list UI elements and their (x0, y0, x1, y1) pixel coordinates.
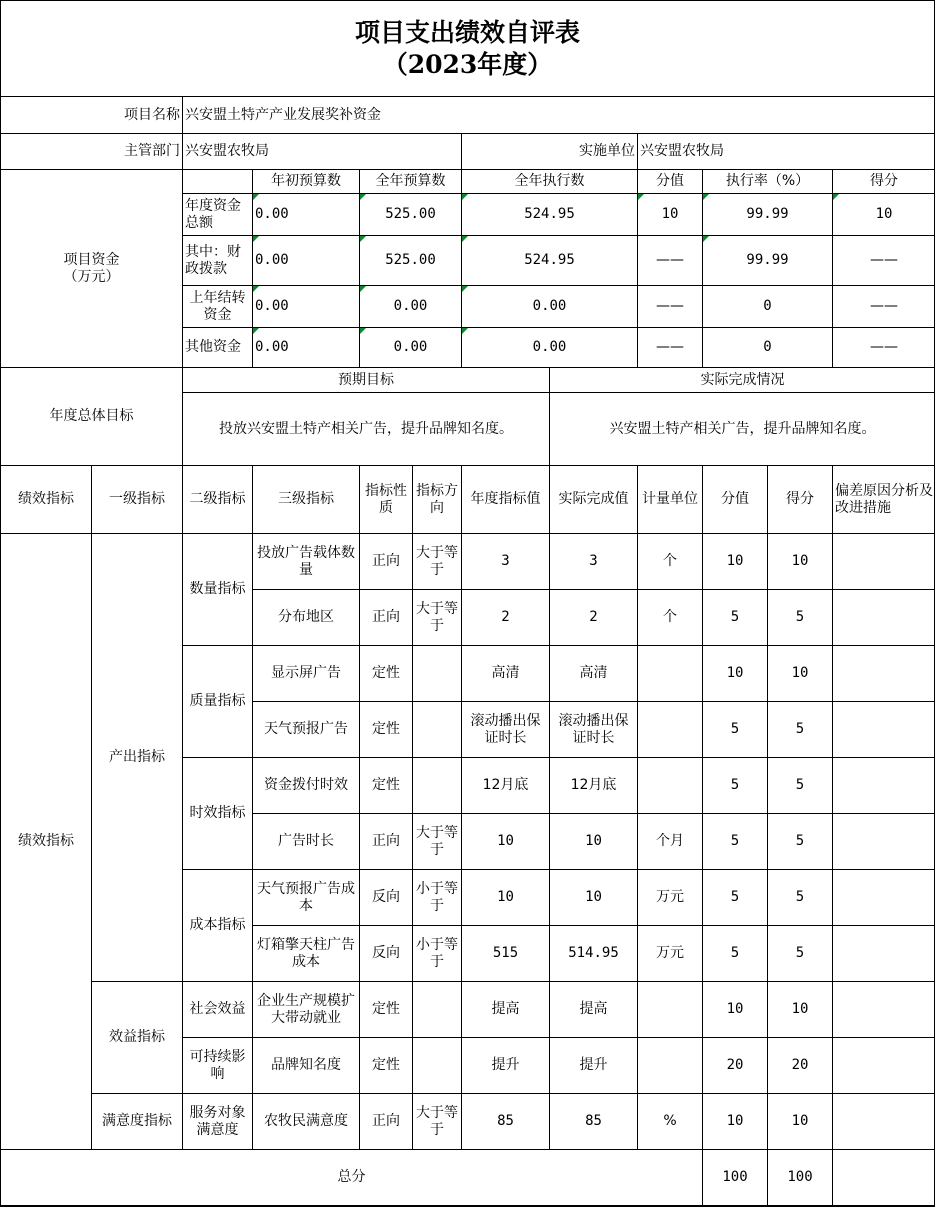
funds-score: —— (833, 236, 935, 286)
ind-name: 品牌知名度 (253, 1038, 360, 1094)
ind-note (833, 926, 935, 982)
funds-score-value: 10 (638, 194, 703, 236)
ind-score-value: 5 (703, 870, 768, 926)
unit-label: 实施单位 (462, 134, 638, 170)
ind-note (833, 814, 935, 870)
funds-initial: 0.00 (253, 194, 360, 236)
funds-header-blank (183, 170, 253, 194)
ind-note (833, 758, 935, 814)
ind-unit: 个 (638, 590, 703, 646)
project-name-label: 项目名称 (1, 97, 183, 134)
ind-level2-sustainable: 可持续影响 (183, 1038, 253, 1094)
funds-score-value: —— (638, 328, 703, 368)
indicator-header-row (1, 466, 935, 534)
ind-actual: 滚动播出保证时长 (550, 702, 638, 758)
ind-target: 3 (462, 534, 550, 590)
ind-section-label: 绩效指标 (1, 534, 92, 1150)
ind-unit (638, 702, 703, 758)
ind-target: 提升 (462, 1038, 550, 1094)
ind-header-level3: 三级指标 (253, 466, 360, 534)
ind-name: 天气预报广告 (253, 702, 360, 758)
funds-row-name: 其中：财政拨款 (183, 236, 253, 286)
funds-rate: 0 (703, 286, 833, 328)
total-label: 总分 (1, 1150, 703, 1206)
funds-header-row (1, 170, 935, 194)
ind-score-value: 5 (703, 926, 768, 982)
funds-annual: 0.00 (360, 286, 462, 328)
ind-target: 高清 (462, 646, 550, 702)
ind-score-value: 5 (703, 702, 768, 758)
ind-nature: 定性 (360, 1038, 413, 1094)
ind-actual: 高清 (550, 646, 638, 702)
ind-nature: 定性 (360, 702, 413, 758)
ind-name: 显示屏广告 (253, 646, 360, 702)
ind-direction (413, 1038, 462, 1094)
goals-header-row (1, 368, 935, 393)
ind-note (833, 534, 935, 590)
ind-nature: 正向 (360, 590, 413, 646)
goals-expected: 投放兴安盟土特产相关广告，提升品牌知名度。 (183, 393, 550, 466)
funds-score-value: —— (638, 286, 703, 328)
funds-score-value: —— (638, 236, 703, 286)
funds-header-annual: 全年预算数 (360, 170, 462, 194)
ind-direction (413, 702, 462, 758)
ind-level1-satisfaction: 满意度指标 (92, 1094, 183, 1150)
ind-unit (638, 1038, 703, 1094)
funds-score: 10 (833, 194, 935, 236)
funds-header-rate: 执行率（%） (703, 170, 833, 194)
ind-level2-quality: 质量指标 (183, 646, 253, 758)
ind-level2-cost: 成本指标 (183, 870, 253, 982)
ind-unit (638, 982, 703, 1038)
ind-name: 天气预报广告成本 (253, 870, 360, 926)
funds-score: —— (833, 286, 935, 328)
funds-rate: 99.99 (703, 236, 833, 286)
ind-name: 企业生产规模扩大带动就业 (253, 982, 360, 1038)
ind-header-unit: 计量单位 (638, 466, 703, 534)
funds-row-name: 上年结转资金 (183, 286, 253, 328)
ind-score: 20 (768, 1038, 833, 1094)
ind-target: 10 (462, 814, 550, 870)
evaluation-table (0, 96, 935, 1206)
ind-header-score-value: 分值 (703, 466, 768, 534)
ind-header-score: 得分 (768, 466, 833, 534)
goals-actual: 兴安盟土特产相关广告，提升品牌知名度。 (550, 393, 935, 466)
ind-score: 5 (768, 814, 833, 870)
ind-direction: 大于等于 (413, 1094, 462, 1150)
ind-unit (638, 758, 703, 814)
funds-label: 项目资金 （万元） (1, 170, 183, 368)
funds-initial: 0.00 (253, 328, 360, 368)
ind-note (833, 590, 935, 646)
total-row (1, 1150, 935, 1206)
ind-header-section: 绩效指标 (1, 466, 92, 534)
unit-value: 兴安盟农牧局 (638, 134, 935, 170)
ind-header-actual: 实际完成值 (550, 466, 638, 534)
ind-nature: 反向 (360, 870, 413, 926)
ind-name: 分布地区 (253, 590, 360, 646)
ind-note (833, 870, 935, 926)
ind-score: 5 (768, 758, 833, 814)
ind-direction: 小于等于 (413, 926, 462, 982)
ind-actual: 3 (550, 534, 638, 590)
ind-note (833, 982, 935, 1038)
ind-note (833, 702, 935, 758)
funds-rate: 0 (703, 328, 833, 368)
ind-header-target: 年度指标值 (462, 466, 550, 534)
ind-level2-quantity: 数量指标 (183, 534, 253, 646)
ind-score-value: 10 (703, 646, 768, 702)
indicator-row (1, 534, 935, 590)
funds-executed: 0.00 (462, 328, 638, 368)
ind-score: 10 (768, 982, 833, 1038)
ind-unit: 万元 (638, 926, 703, 982)
ind-score: 10 (768, 646, 833, 702)
ind-header-note: 偏差原因分析及改进措施 (833, 466, 935, 534)
funds-row-name: 年度资金总额 (183, 194, 253, 236)
funds-header-initial: 年初预算数 (253, 170, 360, 194)
ind-unit: 个 (638, 534, 703, 590)
ind-name: 资金拨付时效 (253, 758, 360, 814)
ind-level1-benefit: 效益指标 (92, 982, 183, 1094)
ind-score-value: 5 (703, 814, 768, 870)
funds-score: —— (833, 328, 935, 368)
ind-score: 10 (768, 534, 833, 590)
ind-target: 12月底 (462, 758, 550, 814)
total-note (833, 1150, 935, 1206)
ind-direction (413, 758, 462, 814)
ind-score-value: 10 (703, 1094, 768, 1150)
ind-header-level1: 一级指标 (92, 466, 183, 534)
dept-label: 主管部门 (1, 134, 183, 170)
ind-level2-social: 社会效益 (183, 982, 253, 1038)
ind-target: 515 (462, 926, 550, 982)
total-score-value: 100 (703, 1150, 768, 1206)
ind-unit: 万元 (638, 870, 703, 926)
ind-unit: 个月 (638, 814, 703, 870)
goals-actual-header: 实际完成情况 (550, 368, 935, 393)
ind-score: 5 (768, 702, 833, 758)
indicator-row (1, 982, 935, 1038)
funds-header-score: 得分 (833, 170, 935, 194)
ind-score-value: 10 (703, 982, 768, 1038)
ind-nature: 正向 (360, 1094, 413, 1150)
page-title (0, 0, 935, 96)
ind-actual: 85 (550, 1094, 638, 1150)
ind-score: 5 (768, 870, 833, 926)
ind-nature: 正向 (360, 814, 413, 870)
funds-row-name: 其他资金 (183, 328, 253, 368)
ind-actual: 514.95 (550, 926, 638, 982)
ind-score-value: 5 (703, 758, 768, 814)
ind-note (833, 1038, 935, 1094)
ind-actual: 2 (550, 590, 638, 646)
ind-note (833, 646, 935, 702)
ind-nature: 定性 (360, 758, 413, 814)
ind-header-nature: 指标性质 (360, 466, 413, 534)
total-score: 100 (768, 1150, 833, 1206)
ind-score: 5 (768, 926, 833, 982)
project-name-row (1, 97, 935, 134)
ind-target: 滚动播出保证时长 (462, 702, 550, 758)
funds-initial: 0.00 (253, 236, 360, 286)
funds-executed: 0.00 (462, 286, 638, 328)
ind-actual: 提高 (550, 982, 638, 1038)
ind-score: 10 (768, 1094, 833, 1150)
ind-actual: 10 (550, 870, 638, 926)
ind-nature: 定性 (360, 646, 413, 702)
ind-actual: 10 (550, 814, 638, 870)
title-main: 项目支出绩效自评表 (354, 17, 580, 47)
ind-level2-timeliness: 时效指标 (183, 758, 253, 870)
ind-nature: 正向 (360, 534, 413, 590)
ind-header-level2: 二级指标 (183, 466, 253, 534)
funds-executed: 524.95 (462, 194, 638, 236)
ind-target: 85 (462, 1094, 550, 1150)
funds-header-score-value: 分值 (638, 170, 703, 194)
ind-header-direction: 指标方向 (413, 466, 462, 534)
ind-nature: 定性 (360, 982, 413, 1038)
ind-unit (638, 646, 703, 702)
funds-initial: 0.00 (253, 286, 360, 328)
ind-target: 10 (462, 870, 550, 926)
funds-rate: 99.99 (703, 194, 833, 236)
project-dept-row (1, 134, 935, 170)
ind-score-value: 5 (703, 590, 768, 646)
funds-annual: 0.00 (360, 328, 462, 368)
dept-value: 兴安盟农牧局 (183, 134, 462, 170)
ind-target: 提高 (462, 982, 550, 1038)
ind-name: 灯箱擎天柱广告成本 (253, 926, 360, 982)
ind-target: 2 (462, 590, 550, 646)
ind-direction: 小于等于 (413, 870, 462, 926)
ind-name: 农牧民满意度 (253, 1094, 360, 1150)
funds-header-executed: 全年执行数 (462, 170, 638, 194)
funds-executed: 524.95 (462, 236, 638, 286)
ind-direction (413, 982, 462, 1038)
ind-direction: 大于等于 (413, 590, 462, 646)
goals-label: 年度总体目标 (1, 368, 183, 466)
funds-annual: 525.00 (360, 236, 462, 286)
ind-score-value: 10 (703, 534, 768, 590)
indicator-row (1, 1094, 935, 1150)
goals-expected-header: 预期目标 (183, 368, 550, 393)
ind-actual: 12月底 (550, 758, 638, 814)
ind-level2-service: 服务对象满意度 (183, 1094, 253, 1150)
ind-note (833, 1094, 935, 1150)
ind-name: 广告时长 (253, 814, 360, 870)
ind-direction (413, 646, 462, 702)
funds-annual: 525.00 (360, 194, 462, 236)
ind-score-value: 20 (703, 1038, 768, 1094)
ind-name: 投放广告载体数量 (253, 534, 360, 590)
project-name-value: 兴安盟土特产产业发展奖补资金 (183, 97, 935, 134)
ind-level1-output: 产出指标 (92, 534, 183, 982)
ind-nature: 反向 (360, 926, 413, 982)
title-year: （2023年度） (382, 49, 553, 79)
ind-unit: % (638, 1094, 703, 1150)
ind-score: 5 (768, 590, 833, 646)
ind-direction: 大于等于 (413, 814, 462, 870)
ind-actual: 提升 (550, 1038, 638, 1094)
ind-direction: 大于等于 (413, 534, 462, 590)
